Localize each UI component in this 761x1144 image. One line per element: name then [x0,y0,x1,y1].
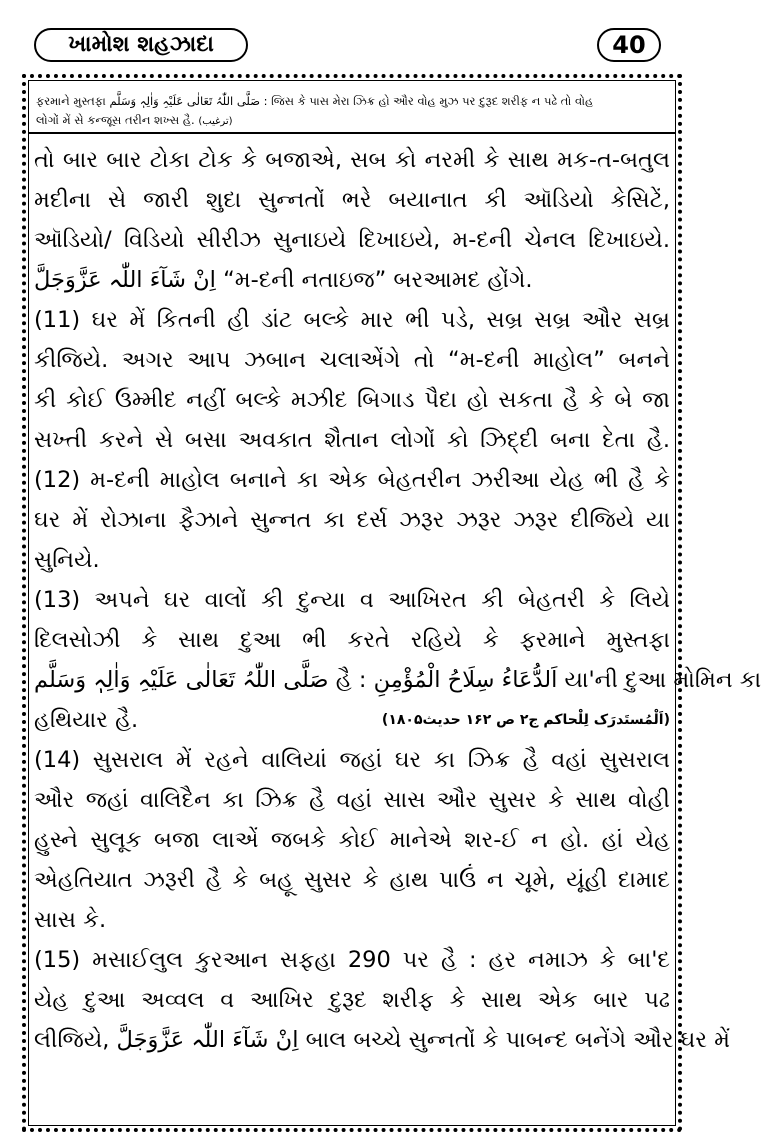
body-line: દિલસોઝી કે સાથ દુઆ ભી કરતે રહિયે કે ફરમાને મુસ્તફા [34,627,670,653]
hadith-line-1: ફરમાને મુસ્તફા صَلَّی اللّٰہُ تَعَالٰی عَلَیْہِ وَاٰلِہٖ وَسَلَّم : જિસ કે પાસ મેરા ઝિક્ર હો ઔર વોહ મુઝ પર દુરૂદ શરીફ ન પઢે તો વોહ [36,94,594,108]
hadith-reference: (اَلْمُستَدرَک لِلْحاکم ج۲ ص ۱۶۲ حدیث۱۸۰۵) [381,712,670,728]
body-line-text: હથિયાર હૈ. [34,707,139,733]
body-line: ઑડિયો/ વિડિયો સીરીઝ સુનાઇયે દિખાઇયે, મ-દની ચેનલ દિખાઇયે. [34,227,670,253]
body-line: યેહ દુઆ અવ્વલ વ આખિર દુરૂદ શરીફ કે સાથ એક બાર પઢ [34,987,670,1013]
body-line: સાસ કે. [34,907,107,933]
body-line: ઔર જહાં વાલિદૈન કા ઝિક્ર હૈ વહાં સાસ ઔર સુસર કે સાથ વોહી [34,787,670,813]
hadith-line-2-text: લોગોં મેં સે કન્જૂસ તરીન શખ્સ હૈ. [36,113,195,127]
hadith-source: (ترغیب) [198,116,233,127]
body-line: કીજિયે. અગર આપ ઝબાન ચલાએંગે તો “મ-દની માહોલ” બનને [34,347,670,373]
book-title: ખામોશ શહઝાદા [34,28,248,62]
body-line: તો બાર બાર ટોકા ટોક કે બજાએ, સબ કો નરમી કે સાથ મક-ત-બતુલ [34,147,670,173]
body-line: ઘર મેં રોઝાના ફૈઝાને સુન્નત કા દર્સ ઝરૂર ઝરૂર ઝરૂર દીજિયે યા [34,507,670,533]
page-body [34,140,761,1060]
body-line: કી કોઈ ઉમ્મીદ નહીં બલ્કે મઝીદ બિગાડ પૈદા હો સકતા હૈ કે બે જા [34,387,670,413]
body-line: صَلَّی اللّٰہُ تَعَالٰی عَلَیْہِ وَاٰلِہٖ وَسَلَّم હૈ : اَلدُّعَاءُ سِلَاحُ الْمُؤْمِنِ યા'ની દુઆ મોમિન કા [34,667,761,693]
body-line: સખ્તી કરને સે બસા અવકાત શૈતાન લોગોં કો ઝિદ્દી બના દેતા હૈ. [34,427,670,453]
body-line: (14) સુસરાલ મેં રહને વાલિયાં જહાં ઘર કા ઝિક્ર હૈ વહાં સુસરાલ [34,747,670,773]
body-line: લીજિયે, اِنْ شَآءَ اللّٰہ عَزَّوَجَلَّ બાલ બચ્ચે સુન્નતોં કે પાબન્દ બનેંગે ઔર ઘર મેં [34,1027,730,1053]
hadith-line-2 [36,111,668,131]
hadith-box [28,90,676,134]
body-line: (11) ઘર મેં કિતની હી ડાંટ બલ્કે માર ભી પડે, સબ્ર સબ્ર ઔર સબ્ર [34,307,670,333]
body-line: સુનિયે. [34,547,100,573]
body-line: (12) મ-દની માહોલ બનાને કા એક બેહતરીન ઝરીઆ યેહ ભી હૈ કે [34,467,670,493]
body-line: મદીના સે જારી શુદા સુન્નતોં ભરે બયાનાત કી ઑડિયો કેસિટેં, [34,187,670,213]
body-line: એહતિયાત ઝરૂરી હૈ કે બહૂ સુસર કે હાથ પાઉં ન ચૂમે, યૂંહી દામાદ [34,867,670,893]
body-line-with-reference [34,700,670,740]
page-number: 40 [597,28,661,62]
body-line: હુસ્ને સુલૂક બજા લાએં જબકે કોઈ માનેએ શર-ઈ ન હો. હાં યેહ [34,827,670,853]
body-line: (13) અપને ઘર વાલોં કી દુન્યા વ આખિરત કી બેહતરી કે લિયે [34,587,670,613]
body-line: (15) મસાઈલુલ કુરઆન સફહા 290 પર હૈ : હર નમાઝ કે બા'દ [34,947,670,973]
body-line: اِنْ شَآءَ اللّٰہ عَزَّوَجَلَّ “મ-દની નતાઇજ” બરઆમદ હોંગે. [34,267,533,293]
